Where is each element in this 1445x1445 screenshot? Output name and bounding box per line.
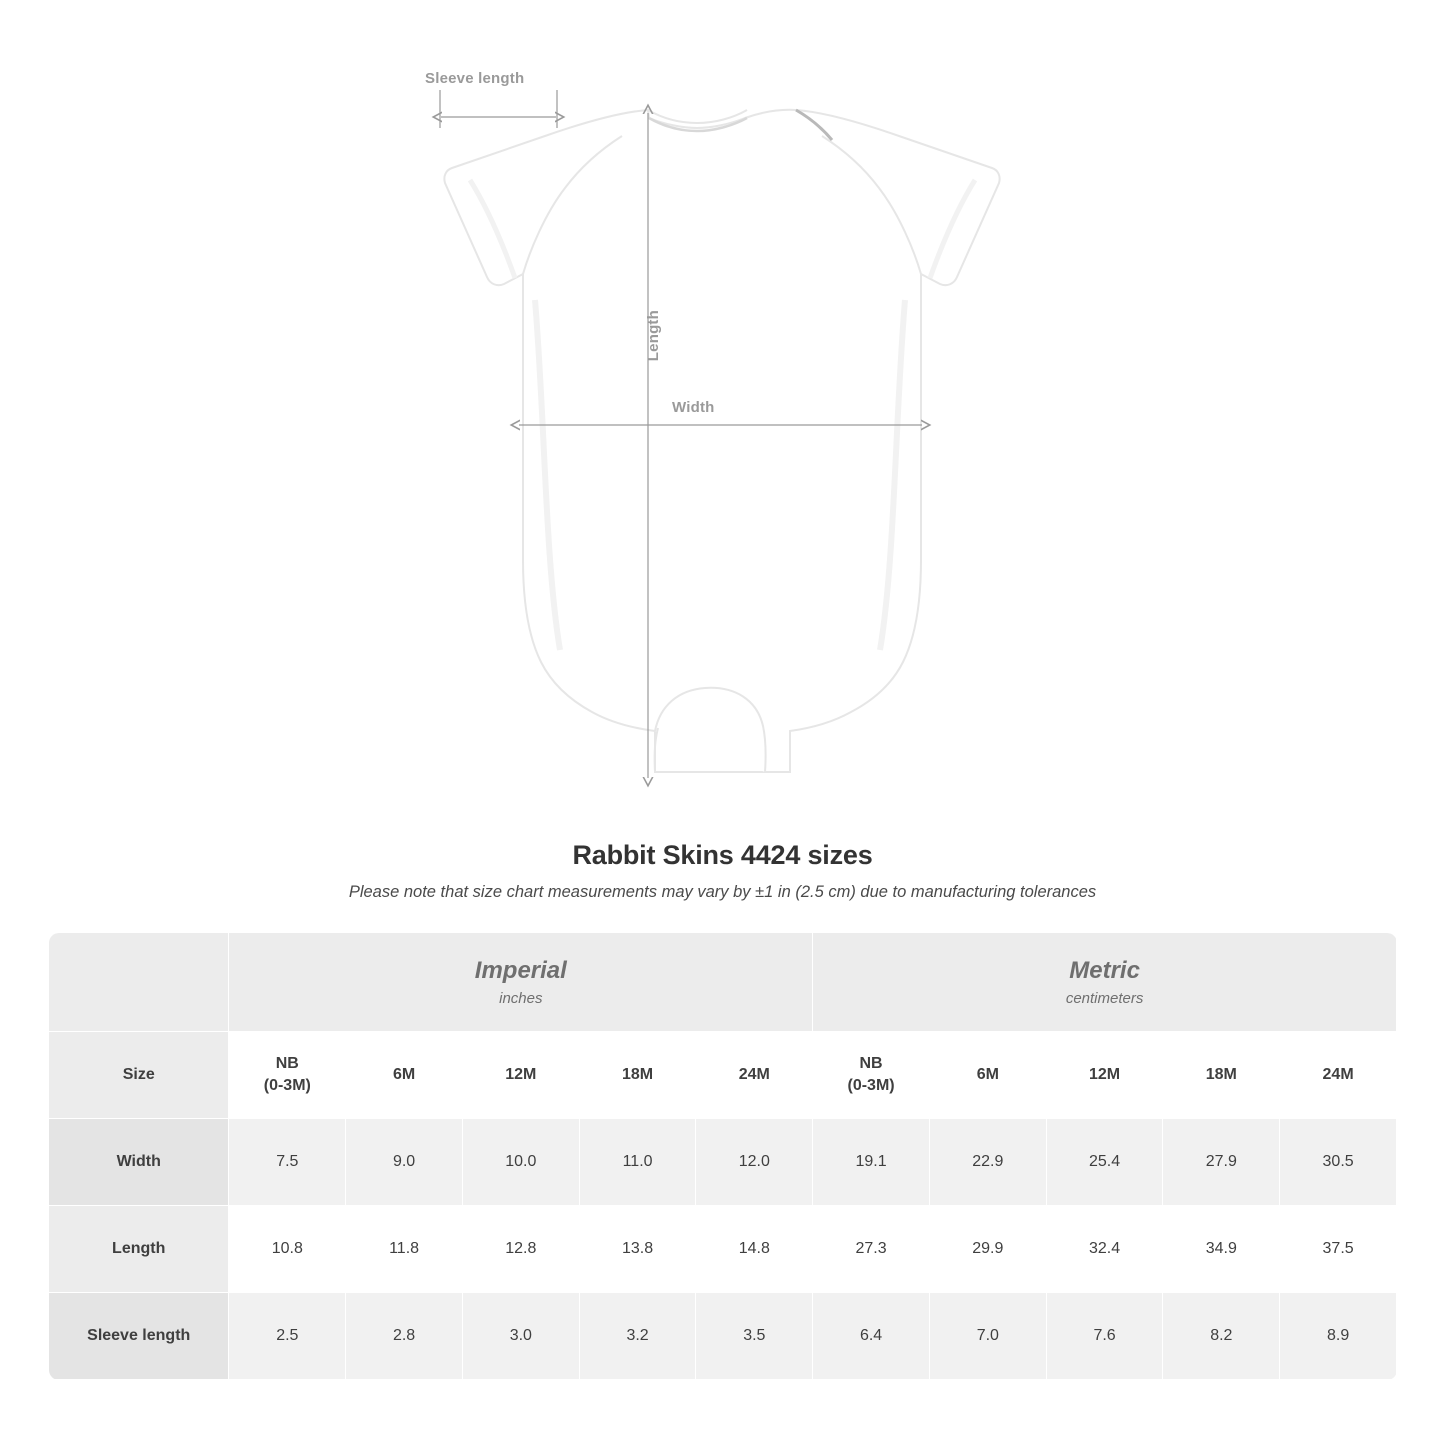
row-label-sleeve-length: Sleeve length [49, 1293, 229, 1380]
size-column-header-18m-imperial: 18M [579, 1032, 696, 1119]
cell-sleeve-nb-in: 2.5 [229, 1293, 346, 1380]
table-row [49, 1293, 1397, 1380]
cell-sleeve-18m-in: 3.2 [579, 1293, 696, 1380]
size-column-header-6m-metric: 6M [929, 1032, 1046, 1119]
measurement-tolerance-note: Please note that size chart measurements may vary by ±1 in (2.5 cm) due to manufacturing tolerances [348, 883, 1097, 901]
cell-length-24m-in: 14.8 [696, 1206, 813, 1293]
cell-sleeve-24m-in: 3.5 [696, 1293, 813, 1380]
cell-sleeve-12m-cm: 7.6 [1046, 1293, 1163, 1380]
cell-length-12m-cm: 32.4 [1046, 1206, 1163, 1293]
size-column-header-24m-imperial: 24M [696, 1032, 813, 1119]
cell-length-24m-cm: 37.5 [1280, 1206, 1397, 1293]
size-column-header-18m-metric: 18M [1163, 1032, 1280, 1119]
cell-length-18m-cm: 34.9 [1163, 1206, 1280, 1293]
size-main-nb-metric: NB [859, 1055, 883, 1073]
size-column-header-12m-imperial: 12M [462, 1032, 579, 1119]
table-row [49, 1119, 1397, 1206]
length-dimension-label: Length [645, 310, 662, 362]
row-label-width: Width [49, 1119, 229, 1206]
cell-width-6m-in: 9.0 [346, 1119, 463, 1206]
cell-width-nb-in: 7.5 [229, 1119, 346, 1206]
size-main-nb-imperial: NB [275, 1055, 299, 1073]
cell-sleeve-6m-in: 2.8 [346, 1293, 463, 1380]
size-chart-table-wrapper [48, 932, 1397, 1380]
size-column-header-nb-metric [813, 1032, 930, 1119]
unit-group-imperial [229, 933, 813, 1032]
cell-sleeve-18m-cm: 8.2 [1163, 1293, 1280, 1380]
unit-group-metric-name: Metric [1069, 957, 1140, 985]
unit-header-blank-cell [49, 933, 229, 1032]
unit-group-imperial-sub: inches [499, 989, 543, 1007]
sleeve-length-dimension-label: Sleeve length [425, 70, 525, 87]
size-chart-table [48, 932, 1397, 1380]
size-sub-nb-imperial: (0-3M) [263, 1077, 311, 1094]
cell-length-nb-in: 10.8 [229, 1206, 346, 1293]
cell-sleeve-24m-cm: 8.9 [1280, 1293, 1397, 1380]
cell-length-12m-in: 12.8 [462, 1206, 579, 1293]
size-sub-nb-metric: (0-3M) [847, 1077, 895, 1094]
cell-width-24m-in: 12.0 [696, 1119, 813, 1206]
unit-group-imperial-name: Imperial [474, 957, 567, 985]
size-column-header-12m-metric: 12M [1046, 1032, 1163, 1119]
size-header-label: Size [49, 1032, 229, 1119]
cell-width-12m-in: 10.0 [462, 1119, 579, 1206]
size-column-header-6m-imperial: 6M [346, 1032, 463, 1119]
cell-length-6m-cm: 29.9 [929, 1206, 1046, 1293]
size-column-header-nb-imperial [229, 1032, 346, 1119]
cell-width-nb-cm: 19.1 [813, 1119, 930, 1206]
cell-sleeve-nb-cm: 6.4 [813, 1293, 930, 1380]
unit-group-metric-sub: centimeters [1065, 989, 1144, 1007]
size-column-header-24m-metric: 24M [1280, 1032, 1397, 1119]
cell-width-18m-cm: 27.9 [1163, 1119, 1280, 1206]
unit-header-row [49, 933, 1397, 1032]
title-block [0, 840, 1445, 902]
table-row [49, 1206, 1397, 1293]
row-label-length: Length [49, 1206, 229, 1293]
cell-sleeve-12m-in: 3.0 [462, 1293, 579, 1380]
cell-width-12m-cm: 25.4 [1046, 1119, 1163, 1206]
cell-width-24m-cm: 30.5 [1280, 1119, 1397, 1206]
cell-width-6m-cm: 22.9 [929, 1119, 1046, 1206]
size-header-row [49, 1032, 1397, 1119]
cell-length-6m-in: 11.8 [346, 1206, 463, 1293]
bodysuit-shape [444, 110, 999, 772]
cell-width-18m-in: 11.0 [579, 1119, 696, 1206]
unit-group-metric [813, 933, 1397, 1032]
width-dimension-label: Width [672, 399, 715, 416]
cell-length-nb-cm: 27.3 [813, 1206, 930, 1293]
page-title: Rabbit Skins 4424 sizes [572, 840, 873, 870]
cell-length-18m-in: 13.8 [579, 1206, 696, 1293]
cell-sleeve-6m-cm: 7.0 [929, 1293, 1046, 1380]
